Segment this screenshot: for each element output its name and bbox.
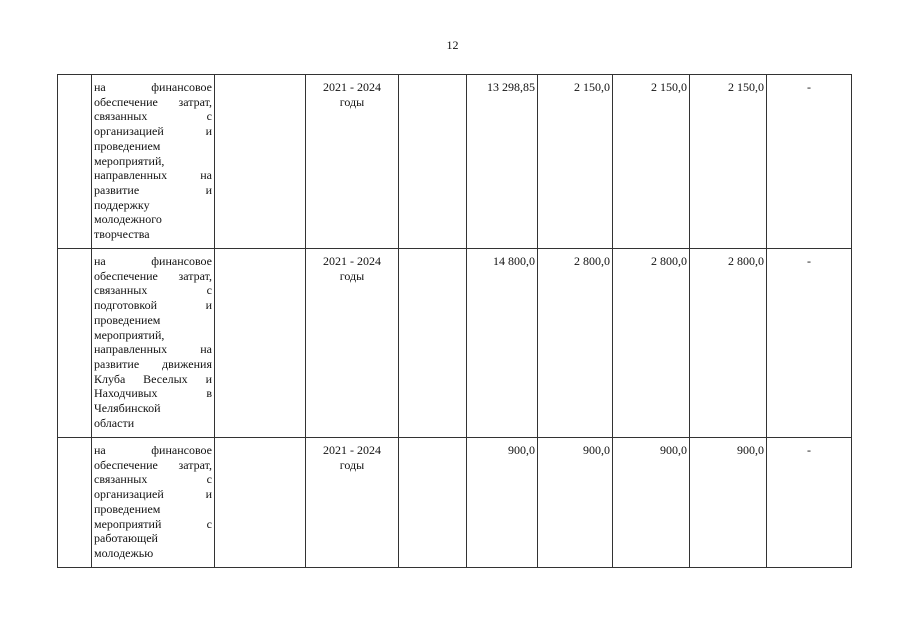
description-line: на финансовое: [94, 443, 212, 457]
description-line: связанных с: [94, 109, 212, 124]
period-line: годы: [339, 457, 365, 472]
description-line: направленных на: [94, 168, 212, 183]
description-line: проведением: [94, 501, 161, 516]
executor-cell: [215, 75, 306, 249]
description-line: работающей: [94, 531, 158, 546]
description-line: проведением: [94, 138, 161, 153]
description-line: Челябинской: [94, 401, 161, 416]
note-cell: -: [767, 75, 852, 249]
description-line: мероприятий,: [94, 327, 165, 342]
executor-cell: [215, 438, 306, 568]
description-line: подготовкой и: [94, 298, 212, 313]
period-line: годы: [339, 268, 365, 283]
description-line: связанных с: [94, 283, 212, 298]
description-line: области: [94, 415, 135, 430]
description-line: обеспечение затрат,: [94, 94, 212, 109]
table-row: [58, 75, 852, 249]
description-line: организацией и: [94, 487, 212, 502]
period-line: 2021 - 2024: [323, 443, 381, 457]
year-value-cell: 2 800,0: [690, 249, 767, 438]
description-line: на финансовое: [94, 80, 212, 94]
total-cell: 13 298,85: [467, 75, 538, 249]
description-cell: [92, 75, 215, 249]
row-index-cell: [58, 75, 92, 249]
program-table: [57, 74, 852, 568]
year-value-cell: 900,0: [538, 438, 613, 568]
description-line: развитие и: [94, 182, 212, 197]
description-line: молодежного: [94, 212, 162, 227]
source-cell: [399, 249, 467, 438]
description-line: обеспечение затрат,: [94, 457, 212, 472]
description-line: поддержку: [94, 197, 150, 212]
table-row: [58, 438, 852, 568]
total-cell: 900,0: [467, 438, 538, 568]
year-value-cell: 2 150,0: [613, 75, 690, 249]
description-line: Находчивых в: [94, 386, 212, 401]
description-line: направленных на: [94, 342, 212, 357]
description-line: мероприятий с: [94, 516, 212, 531]
year-value-cell: 2 150,0: [538, 75, 613, 249]
period-cell: [306, 75, 399, 249]
description-cell: [92, 249, 215, 438]
year-value-cell: 2 800,0: [613, 249, 690, 438]
description-cell: [92, 438, 215, 568]
row-index-cell: [58, 438, 92, 568]
note-cell: -: [767, 438, 852, 568]
source-cell: [399, 438, 467, 568]
description-line: связанных с: [94, 472, 212, 487]
period-line: 2021 - 2024: [323, 254, 381, 268]
description-line: развитие движения: [94, 356, 212, 371]
description-line: молодежью: [94, 545, 154, 560]
row-index-cell: [58, 249, 92, 438]
page-number: 12: [446, 38, 459, 52]
period-line: годы: [339, 94, 365, 109]
total-cell: 14 800,0: [467, 249, 538, 438]
period-cell: [306, 438, 399, 568]
period-line: 2021 - 2024: [323, 80, 381, 94]
description-line: проведением: [94, 312, 161, 327]
year-value-cell: 900,0: [613, 438, 690, 568]
description-line: Клуба Веселых и: [94, 371, 212, 386]
year-value-cell: 2 150,0: [690, 75, 767, 249]
source-cell: [399, 75, 467, 249]
period-cell: [306, 249, 399, 438]
description-line: организацией и: [94, 124, 212, 139]
year-value-cell: 2 800,0: [538, 249, 613, 438]
table-body: [58, 75, 852, 568]
description-line: творчества: [94, 227, 150, 242]
note-cell: -: [767, 249, 852, 438]
description-line: обеспечение затрат,: [94, 268, 212, 283]
description-line: на финансовое: [94, 254, 212, 268]
table-row: [58, 249, 852, 438]
description-line: мероприятий,: [94, 153, 165, 168]
year-value-cell: 900,0: [690, 438, 767, 568]
executor-cell: [215, 249, 306, 438]
